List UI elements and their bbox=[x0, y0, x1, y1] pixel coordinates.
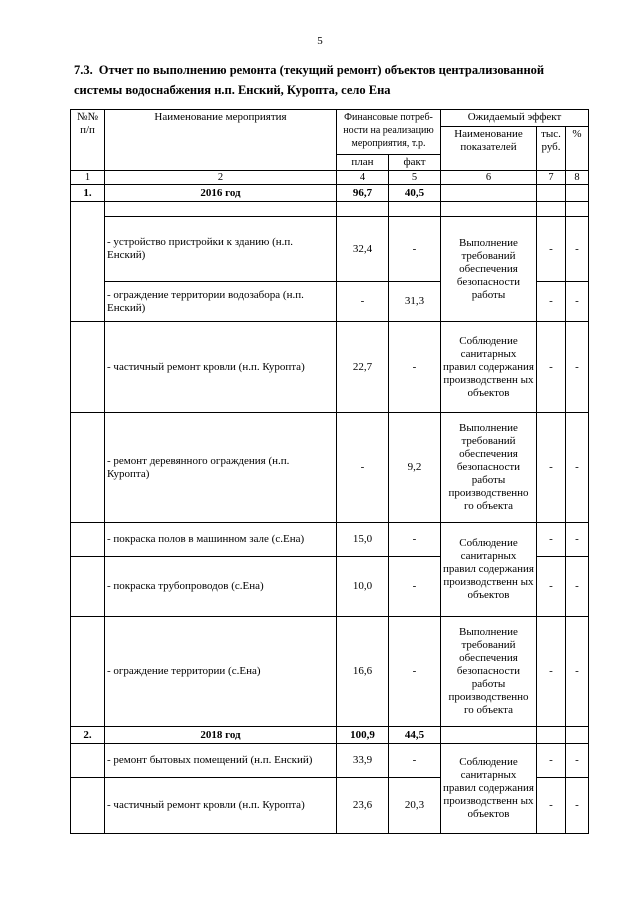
column-number: 7 bbox=[537, 171, 566, 185]
plan-value: 32,4 bbox=[337, 217, 389, 282]
activity-name: - ремонт бытовых помещений (н.п. Енский) bbox=[105, 744, 337, 778]
percent-value: - bbox=[566, 282, 589, 322]
column-number: 1 bbox=[71, 171, 105, 185]
plan-value: 33,9 bbox=[337, 744, 389, 778]
thousand-value: - bbox=[537, 523, 566, 557]
thousand-value: - bbox=[537, 744, 566, 778]
column-number: 5 bbox=[389, 171, 441, 185]
year-fact: 44,5 bbox=[389, 727, 441, 744]
plan-value: 22,7 bbox=[337, 322, 389, 413]
column-number: 4 bbox=[337, 171, 389, 185]
activity-name: - покраска трубопроводов (с.Ена) bbox=[105, 557, 337, 617]
expected-effect: Соблюдение санитарных правил содержания производственн ых объектов bbox=[441, 322, 537, 413]
fact-value: 20,3 bbox=[389, 778, 441, 834]
header-indicators: Наименование показателей bbox=[441, 127, 537, 171]
column-number: 2 bbox=[105, 171, 337, 185]
header-percent: % bbox=[566, 127, 589, 171]
table-row bbox=[71, 744, 589, 778]
fact-value: - bbox=[389, 523, 441, 557]
activity-name: - ограждение территории (с.Ена) bbox=[105, 617, 337, 727]
table-row bbox=[71, 617, 589, 727]
activity-name: - ремонт деревянного ограждения (н.п. Куропта) bbox=[105, 413, 337, 523]
percent-value: - bbox=[566, 322, 589, 413]
section-title bbox=[74, 60, 594, 100]
thousand-value: - bbox=[537, 617, 566, 727]
table-row bbox=[71, 413, 589, 523]
fact-value: - bbox=[389, 557, 441, 617]
percent-value: - bbox=[566, 217, 589, 282]
activity-name: - частичный ремонт кровли (н.п. Куропта) bbox=[105, 322, 337, 413]
repair-report-table bbox=[70, 109, 589, 834]
thousand-value: - bbox=[537, 778, 566, 834]
expected-effect: Выполнение требований обеспечения безопасности работы производственно го объекта bbox=[441, 617, 537, 727]
year-label: 2016 год bbox=[105, 185, 337, 202]
expected-effect: Соблюдение санитарных правил содержания производственн ых объектов bbox=[441, 523, 537, 617]
section-number: 7.3. bbox=[74, 63, 93, 77]
percent-value: - bbox=[566, 523, 589, 557]
thousand-value: - bbox=[537, 282, 566, 322]
column-number: 6 bbox=[441, 171, 537, 185]
fact-value: - bbox=[389, 617, 441, 727]
year-plan: 96,7 bbox=[337, 185, 389, 202]
percent-value: - bbox=[566, 778, 589, 834]
plan-value: 23,6 bbox=[337, 778, 389, 834]
plan-value: 16,6 bbox=[337, 617, 389, 727]
page-number: 5 bbox=[317, 35, 323, 47]
column-numbers-row bbox=[71, 171, 589, 185]
plan-value: - bbox=[337, 282, 389, 322]
header-finance: Финансовые потреб-ности на реализацию мероприятия, т.р. bbox=[337, 110, 441, 155]
year-label: 2018 год bbox=[105, 727, 337, 744]
percent-value: - bbox=[566, 557, 589, 617]
header-num: №№ п/п bbox=[71, 110, 105, 171]
expected-effect: Выполнение требований обеспечения безопасности работы bbox=[441, 217, 537, 322]
activity-name: - устройство пристройки к зданию (н.п. Енский) bbox=[105, 217, 337, 282]
year-row-2016 bbox=[71, 185, 589, 202]
fact-value: 31,3 bbox=[389, 282, 441, 322]
fact-value: - bbox=[389, 744, 441, 778]
thousand-value: - bbox=[537, 413, 566, 523]
fact-value: - bbox=[389, 217, 441, 282]
header-name: Наименование мероприятия bbox=[105, 110, 337, 171]
year-number: 2. bbox=[71, 727, 105, 744]
activity-name: - частичный ремонт кровли (н.п. Куропта) bbox=[105, 778, 337, 834]
activity-name: - покраска полов в машинном зале (с.Ена) bbox=[105, 523, 337, 557]
table-row bbox=[71, 217, 589, 282]
column-number: 8 bbox=[566, 171, 589, 185]
year-number: 1. bbox=[71, 185, 105, 202]
year-row-2018 bbox=[71, 727, 589, 744]
percent-value: - bbox=[566, 617, 589, 727]
thousand-value: - bbox=[537, 217, 566, 282]
activity-name: - ограждение территории водозабора (н.п. Енский) bbox=[105, 282, 337, 322]
table-row bbox=[71, 322, 589, 413]
header-plan: план bbox=[337, 155, 389, 171]
plan-value: 15,0 bbox=[337, 523, 389, 557]
thousand-value: - bbox=[537, 557, 566, 617]
fact-value: - bbox=[389, 322, 441, 413]
plan-value: - bbox=[337, 413, 389, 523]
plan-value: 10,0 bbox=[337, 557, 389, 617]
thousand-value: - bbox=[537, 322, 566, 413]
year-fact: 40,5 bbox=[389, 185, 441, 202]
expected-effect: Выполнение требований обеспечения безопасности работы производственно го объекта bbox=[441, 413, 537, 523]
spacer-row bbox=[71, 202, 589, 217]
header-fact: факт bbox=[389, 155, 441, 171]
fact-value: 9,2 bbox=[389, 413, 441, 523]
header-thousand-rub: тыс. руб. bbox=[537, 127, 566, 171]
year-plan: 100,9 bbox=[337, 727, 389, 744]
percent-value: - bbox=[566, 744, 589, 778]
header-effect: Ожидаемый эффект bbox=[441, 110, 589, 127]
section-title-text: Отчет по выполнению ремонта (текущий ремонт) объектов централизованной системы водоснабжения н.п. Енский, Куропта, село Ена bbox=[74, 63, 545, 97]
table-row bbox=[71, 523, 589, 557]
percent-value: - bbox=[566, 413, 589, 523]
expected-effect: Соблюдение санитарных правил содержания производственн ых объектов bbox=[441, 744, 537, 834]
